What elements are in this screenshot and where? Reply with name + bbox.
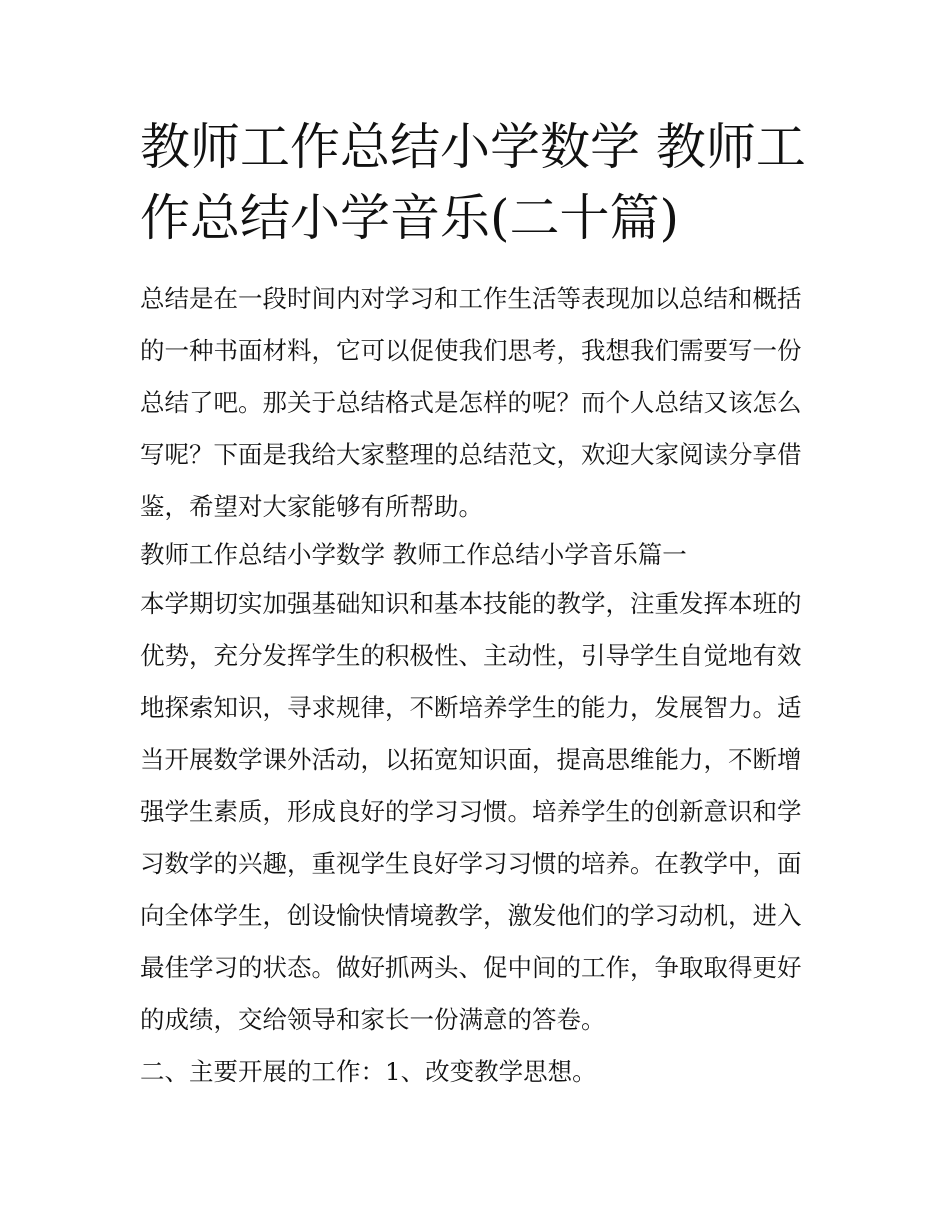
intro-line-4: 写呢？下面是我给大家整理的总结范文，欢迎大家阅读分享借 xyxy=(140,440,802,469)
paragraph-line-2: 优势，充分发挥学生的积极性、主动性，引导学生自觉地有效 xyxy=(140,641,802,670)
intro-line-5: 鉴，希望对大家能够有所帮助。 xyxy=(140,492,483,521)
paragraph-line-5: 强学生素质，形成良好的学习习惯。培养学生的创新意识和学 xyxy=(140,797,802,826)
paragraph-line-1: 本学期切实加强基础知识和基本技能的教学，注重发挥本班的 xyxy=(140,589,802,618)
paragraph-line-8: 最佳学习的状态。做好抓两头、促中间的工作，争取取得更好 xyxy=(140,953,802,982)
title-line-2: 作总结小学音乐(二十篇) xyxy=(140,189,680,247)
document-title xyxy=(140,112,812,254)
paragraph-line-6: 习数学的兴趣，重视学生良好学习习惯的培养。在教学中，面 xyxy=(140,849,802,878)
intro-line-2: 的一种书面材料，它可以促使我们思考，我想我们需要写一份 xyxy=(140,336,802,365)
paragraph-line-9: 的成绩，交给领导和家长一份满意的答卷。 xyxy=(140,1005,606,1034)
paragraph-line-3: 地探索知识，寻求规律，不断培养学生的能力，发展智力。适 xyxy=(140,693,802,722)
paragraph-line-4: 当开展数学课外活动，以拓宽知识面，提高思维能力，不断增 xyxy=(140,745,802,774)
numbered-line: 二、主要开展的工作：1、改变教学思想。 xyxy=(140,1057,597,1086)
intro-line-3: 总结了吧。那关于总结格式是怎样的呢？而个人总结又该怎么 xyxy=(140,388,802,417)
intro-line-1: 总结是在一段时间内对学习和工作生活等表现加以总结和概括 xyxy=(140,284,802,313)
title-line-1: 教师工作总结小学数学 教师工 xyxy=(140,118,806,176)
paragraph-line-7: 向全体学生，创设愉快情境教学，激发他们的学习动机，进入 xyxy=(140,901,802,930)
section-heading: 教师工作总结小学数学 教师工作总结小学音乐篇一 xyxy=(140,540,687,569)
